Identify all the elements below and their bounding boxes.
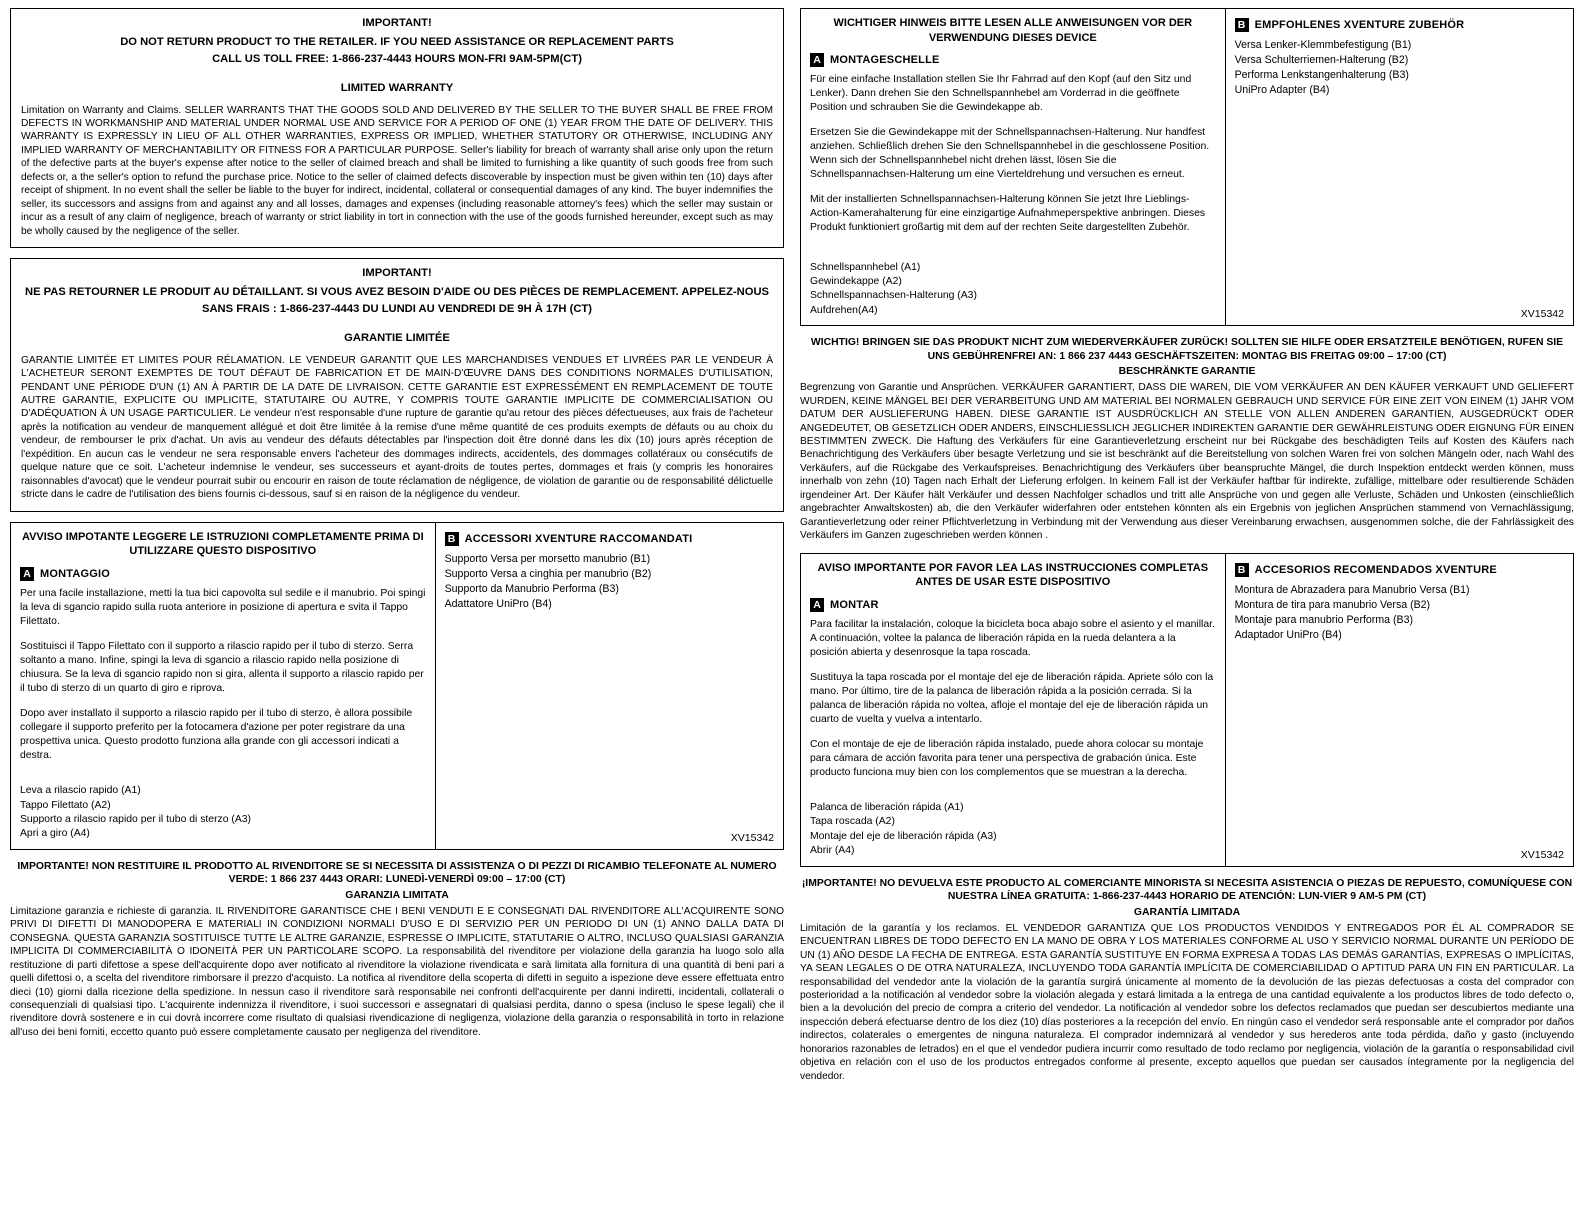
it-section-a-label: MONTAGGIO [40, 567, 111, 580]
italian-instructions-box [10, 522, 784, 850]
de-paragraph-2: Ersetzen Sie die Gewindekappe mit der Schnellspannachsen-Halterung. Nur handfest anziehen. Schließlich drehen Sie den Schnellspannhebel in die geschlossene Position. Wenn sich der Schnellspannhebel nicht drehen lässt, lösen Sie die Schnellspannachsen-Halterung um eine Vierteldrehung und versuchen es erneut. [810, 127, 1210, 181]
es-accessory-b2: Montura de tira para manubrio Versa (B2) [1234, 598, 1431, 611]
it-part-a3: Supporto a rilascio rapido per il tubo di sterzo (A3) [20, 813, 252, 825]
spanish-warranty-box [800, 877, 1574, 1084]
de-warranty-body: Begrenzung von Garantie und Ansprüchen. VERKÄUFER GARANTIERT, DASS DIE WAREN, DIE VOM VERKÄUFER AN DEN KÄUFER VERKAUFT UND GELIEFERT WURDEN, KEINE MÄNGEL BEI DER VERARBEITUNG UND AM MATERIAL BEI NORMALEN GEBRAUCH UND SERVICE FÜR EINE ZEIT VON EINEM (1) JAHR VOM DATUM DER AUSLIEFERUNG HABEN. DIESE GARANTIE IST AUSDRÜCKLICH AN STELLE VON ALLEN ANDEREN GARANTIEN, AUSGEDRÜCKT ODER ANGEDEUTET, OB GESETZLICH ODER ANDERS, EINSCHLIESSLICH JEGLICHER INDIREKTEN GARANTIE DER GEWÄHRLEISTUNG ODER EIGNUNG FÜR EINEN BESTIMMTEN ZWECK. Die Haftung des Verkäufers für eine Garantieverletzung erscheint nur bei Rückgabe des beschädigten Teils auf Kosten des Käufers nach Benachrichtigung des Verkäufers über besagte Verletzung und sie ist beschränkt auf die Bereitstellung von solchen Waren frei von solchen Mängeln oder, nach Wahl des Verkäufers, auf die Rückgabe des Verkaufspreises. Benachrichtigung des Verkäufers über beanspruchte Mängel, die durch Inspektion entdeckt werden können, muss innerhalb von zehn (10) Tagen nach Erhalt der Lieferung erfolgen. In keinem Fall ist der Verkäufer haftbar für indirekte, zufällige, mittelbare oder resultierende Schäden irgendeiner Art. Der Käufer hält Verkäufer und dessen Nachfolger schadlos und tritt alle Ansprüche von und gegen alle Verluste, Schäden und Unkosten (einschließlich angebrachter Anwaltskosten) ab, die den Verkäufer widerfahren oder entstehen könnten als ein Ergebnis von jeglichen Ansprüchen stammend von Vernachlässigung, Garantieverletzung oder reiner Pflichtverletzung in Verbindung mit der Verwendung aus dieser Vereinbarung erwachsen, ausgenommen solche, die der Fahrlässigkeit des Verkäufers im Ganzen zugeschrieben werden können . [800, 382, 1574, 542]
de-paragraph-1: Für eine einfache Installation stellen Sie Ihr Fahrrad auf den Kopf (auf den Sitz und Lenker). Dann drehen Sie den Schnellspannhebel am Vorderrad in die geöffnete Position und schrauben Sie die Gewindekappe ab. [810, 74, 1192, 114]
es-warranty-heading: GARANTÍA LIMITADA [1133, 906, 1241, 918]
german-warranty-box [800, 336, 1574, 543]
left-column [10, 8, 784, 1216]
it-accessory-b2: Supporto Versa a cinghia per manubrio (B2) [444, 567, 652, 580]
it-section-b [445, 532, 774, 546]
de-warranty-heading: BESCHRÄNKTE GARANTIE [1118, 366, 1256, 378]
es-product-code: XV15342 [1520, 848, 1564, 861]
fr-important-title: IMPORTANT! [362, 267, 432, 280]
de-accessory-b1: Versa Lenker-Klemmbefestigung (B1) [1234, 39, 1412, 51]
en-important-title: IMPORTANT! [362, 17, 432, 29]
de-warranty-line1: WICHTIG! BRINGEN SIE DAS PRODUKT NICHT ZUM WIEDERVERKÄUFER ZURÜCK! SOLLTEN SIE HILFE ODER ERSATZTEILE BENÖTIGEN, RUFEN SIE UNS GEBÜHRENFREI AN: 1 866 237 4443 GESCHÄFTSZEITEN: MONTAG BIS FREITAG 09:00 – 17:00 (CT) [810, 336, 1564, 362]
de-instructions-header: WICHTIGER HINWEIS BITTE LESEN ALLE ANWEISUNGEN VOR DER VERWENDUNG DIESES DEVICE [833, 17, 1193, 44]
it-accessories-title: ACCESSORI XVENTURE RACCOMANDATI [464, 532, 693, 545]
english-warranty-box [10, 8, 784, 248]
es-section-a [810, 598, 1216, 612]
de-accessories-pane [1226, 9, 1573, 325]
spanish-instructions-box [800, 553, 1574, 867]
es-warranty-line1: ¡IMPORTANTE! NO DEVUELVA ESTE PRODUCTO AL COMERCIANTE MINORISTA SI NECESITA ASISTENCIA O PIEZAS DE REPUESTO, COMUNÍQUESE CON NUESTRA LÍNEA GRATUITA: 1-866-237-4443 HORARIO DE ATENCIÓN: LUN-VIER 9 AM-5 PM (CT) [801, 877, 1573, 903]
es-part-a4: Abrir (A4) [810, 845, 855, 857]
it-paragraph-1: Per una facile installazione, metti la tua bici capovolta sul sedile e il manubrio. Poi spingi la leva di sgancio rapido sulla ruota anteriore in posizione di apertura e svita il Tappo Filettato. [20, 587, 426, 627]
letter-b-badge-icon: B [445, 532, 459, 546]
fr-important-line1: NE PAS RETOURNER LE PRODUIT AU DÉTAILLANT. SI VOUS AVEZ BESOIN D'AIDE OU DES PIÈCES DE REMPLACEMENT. APPELEZ-NOUS [25, 285, 769, 298]
es-paragraph-1: Para facilitar la instalación, coloque la bicicleta boca abajo sobre el asiento y el manillar. A continuación, voltee la palanca de liberación rápida en la rueda delantera a la posición abierta y desenrosque la tapa roscada. [810, 618, 1215, 658]
page-columns [10, 8, 1574, 1216]
es-accessory-b3: Montaje para manubrio Performa (B3) [1234, 613, 1414, 626]
french-warranty-box [10, 258, 784, 512]
de-product-code: XV15342 [1520, 307, 1564, 320]
es-paragraph-2: Sustituya la tapa roscada por el montaje del eje de liberación rápida. Apriete sólo con la mano. Por último, tire de la palanca de liberación rápida a la posición cerrada. Si la palanca de liberación rápida no voltea, afloje el montaje del eje de liberación rápida un cuarto de vuelta y vuelva a intentarlo. [810, 671, 1214, 725]
it-part-a2: Tappo Filettato (A2) [20, 799, 111, 811]
de-accessory-b4: UniPro Adapter (B4) [1234, 84, 1330, 97]
de-section-a-label: MONTAGESCHELLE [830, 54, 940, 67]
de-part-a1: Schnellspannhebel (A1) [810, 261, 921, 273]
it-part-a4: Apri a giro (A4) [20, 828, 90, 840]
german-instructions-box [800, 8, 1574, 326]
en-warranty-body: Limitation on Warranty and Claims. SELLER WARRANTS THAT THE GOODS SOLD AND DELIVERED BY THE SELLER TO THE BUYER SHALL BE FREE FROM DEFECTS IN WORKMANSHIP AND MATERIAL UNDER NORMAL USE AND SERVICE FOR A PERIOD OF ONE (1) YEAR FROM THE DATE OF DELIVERY. THIS WARRANTY IS EXPRESSLY IN LIEU OF ALL OTHER WARRANTIES, EXPRESS OR IMPLIED, WHETHER STATUTORY OR OTHERWISE, INCLUDING ANY IMPLIED WARRANTY OF MERCHANTABILITY OR FITNESS FOR A PARTICULAR PURPOSE. Seller's liability for breach of warranty shall arise only upon the return of the defective parts at the buyer's expense after notice to the seller of claimed breach and shall be limited to furnishing a like quantity of such goods free from such defects or, a the seller's option to refund the purchase price. Notice to the seller of claimed defects discoverable by inspection must be given within ten (10) days after receipt of shipment. In no event shall the seller be liable to the buyer for indirect, incidental, collateral or consequential damages of any kind. The buyer indemnifies the seller, its successors and assigns from and against any and all losses, damages and expenses (including reasonable attorney's fees) which the seller may sustain or incur as a result of any claim of negligence, breach of warranty or strict liability in tort in connection with the use of the goods furnished hereunder, except such as may be wholly caused by the negligence of the seller. [21, 104, 773, 237]
es-part-a2: Tapa roscada (A2) [810, 816, 895, 828]
es-accessories-title: ACCESORIOS RECOMENDADOS XVENTURE [1254, 563, 1497, 576]
de-accessories-title: EMPFOHLENES XVENTURE ZUBEHÖR [1254, 19, 1465, 31]
it-warranty-body: Limitazione garanzia e richieste di garanzia. IL RIVENDITORE GARANTISCE CHE I BENI VENDUTI E E CONSEGNATI DAL RIVENDITORE ALL'ACQUIRENTE SONO PRIVI DI DIFETTI DI MANODOPERA E MATERIALI IN CONDIZIONI NORMALI D'USO E DI SERVIZIO PER UN PERIODO DI UN (1) ANNO DALLA DATA DI CONSEGNA. QUESTA GARANZIA SOSTITUISCE TUTTE LE ALTRE GARANZIE, ESPRESSE O IMPLICITE, STATUTARIE O ALTRO, INCLUSO QUALSIASI GARANZIA IMPLICITA DI COMMERCIABILITÀ O IDONEITÀ PER UN PARTICOLARE SCOPO. La responsabilità del rivenditore per violazione della garanzia ha luogo solo alla restituzione di parti difettose a spese dell'acquirente dopo aver notificato al rivenditore la violazione rivendicata e sarà limitata alla fornitura di una quantità di beni pari a quelli difettosi o, a scelta del rivenditore rimborsare il prezzo d'acquisto. La notifica al rivenditore della scoperta di difetti in seguito a ispezione deve essere effettuata entro dieci (10) giorni dalla ricezione della spedizione. In nessun caso il rivenditore sarà responsabile nei confronti dell'acquirente per danni indiretti, incidentali, collaterali o consequenziali di qualsiasi tipo. L'acquirente indennizza il rivenditore, i suoi successori e assegnatari di qualsiasi perdita, danno o spesa (incluso le spese legali) che il rivenditore dovrà sostenere e in cui dovrà incorrere come risultato di qualsiasi rivendicazione di negligenza, violazione della garanzia o responsabilità in torto in relazione all'uso dei beni forniti, eccetto quanto può essere completamente causato per negligenza del rivenditore. [10, 905, 784, 1038]
letter-a-badge-icon: A [810, 53, 824, 67]
letter-b-badge-icon: B [1235, 18, 1249, 32]
fr-warranty-heading: GARANTIE LIMITÉE [344, 331, 450, 344]
es-accessories-pane [1226, 554, 1573, 866]
it-part-a1: Leva a rilascio rapido (A1) [20, 785, 141, 797]
de-part-a4: Aufdrehen(A4) [810, 304, 878, 316]
letter-a-badge-icon: A [810, 598, 824, 612]
es-warranty-body: Limitación de la garantía y los reclamos. EL VENDEDOR GARANTIZA QUE LOS PRODUCTOS VENDIDOS Y ENTREGADOS POR ÉL AL COMPRADOR SE ENCUENTRAN LIBRES DE TODO DEFECTO EN LA MANO DE OBRA Y LOS MATERIALES CONFORME AL USO Y SERVICIO NORMAL DURANTE UN PERÍODO DE UN (1) AÑO DESDE LA FECHA DE ENTREGA. ESTA GARANTÍA SUSTITUYE EN FORMA EXPRESA A TODAS LAS DEMÁS GARANTÍAS, EXPRESAS O IMPLÍCITAS, YA SEAN LEGALES O DE OTRA NATURALEZA, INCLUYENDO TODA GARANTÍA IMPLÍCITA DE COMERCIABILIDAD O APTITUD PARA UN FIN EN PARTICULAR. La responsabilidad del vendedor ante la violación de la garantía surgirá únicamente al momento de la devolución de las piezas defectuosas a costa del comprador con posterioridad a la notificación al vendedor sobre la violación alegada y estará limitada a la entrega de una cantidad equivalente a los productos libres de todo defecto o, bien a la devolución del precio de compra a criterio del vendedor. La notificación al vendedor sobre los defectos reclamados que puedan ser descubiertos mediante una inspección deberá efectuarse dentro de los diez (10) días posteriores a la recepción del envío. En ningún caso el vendedor será responsable ante el comprador por daños indirectos, colaterales o emergentes de ninguna naturaleza. El comprador indemnizará al vendedor y sus herederos ante toda pérdida, daño y gasto (incluyendo honorarios razonables de letrados) en el que el vendedor pudiera incurrir como resultado de todo reclamo por negligencia, violación de la garantía o responsabilidad civil objetiva en relación con el uso de los productos entregados conforme al presente, excepto aquellos que puedan ser causados íntegramente por la negligencia del vendedor. [800, 922, 1574, 1082]
it-instructions-header: AVVISO IMPOTANTE LEGGERE LE ISTRUZIONI COMPLETAMENTE PRIMA DI UTILIZZARE QUESTO DISPOSITIVO [21, 530, 424, 558]
de-accessory-b2: Versa Schulterriemen-Halterung (B2) [1234, 54, 1409, 67]
it-accessories-pane [436, 523, 783, 849]
es-paragraph-3: Con el montaje de eje de liberación rápida instalado, puede ahora colocar su montaje para cámara de acción favorita para tener una perspectiva de grabación única. Este producto funciona muy bien con los complementos que se muestran a la derecha. [810, 738, 1204, 779]
de-section-a [810, 53, 1216, 67]
de-section-b [1235, 18, 1564, 32]
es-part-a1: Palanca de liberación rápida (A1) [810, 802, 964, 814]
de-part-a3: Schnellspannachsen-Halterung (A3) [810, 290, 977, 302]
letter-a-badge-icon: A [20, 567, 34, 581]
it-accessory-b3: Supporto da Manubrio Performa (B3) [444, 582, 619, 595]
es-accessory-b4: Adaptador UniPro (B4) [1234, 628, 1342, 641]
en-warranty-heading: LIMITED WARRANTY [340, 81, 454, 94]
es-part-a3: Montaje del eje de liberación rápida (A3) [810, 830, 997, 842]
es-section-b [1235, 563, 1564, 577]
es-instructions-header: AVISO IMPORTANTE POR FAVOR LEA LAS INSTRUCCIONES COMPLETAS ANTES DE USAR ESTE DISPOSITIVO [817, 561, 1209, 589]
de-part-a2: Gewindekappe (A2) [810, 275, 902, 287]
it-accessory-b1: Supporto Versa per morsetto manubrio (B1) [444, 552, 651, 565]
it-assembly-pane [11, 523, 436, 849]
right-column [800, 8, 1574, 1216]
en-important-line1: DO NOT RETURN PRODUCT TO THE RETAILER. IF YOU NEED ASSISTANCE OR REPLACEMENT PARTS [120, 35, 674, 48]
italian-warranty-box [10, 860, 784, 1040]
de-assembly-pane [801, 9, 1226, 325]
es-section-a-label: MONTAR [830, 598, 879, 611]
it-warranty-heading: GARANZIA LIMITATA [345, 890, 449, 902]
it-warranty-line1: IMPORTANTE! NON RESTITUIRE IL PRODOTTO AL RIVENDITORE SE SI NECESSITA DI ASSISTENZA O DI PEZZI DI RICAMBIO TELEFONATE AL NUMERO VERDE: 1 866 237 4443 ORARI: LUNEDÌ-VENERDÌ 09:00 – 17:00 (CT) [17, 860, 777, 886]
it-accessory-b4: Adattatore UniPro (B4) [444, 597, 552, 610]
letter-b-badge-icon: B [1235, 563, 1249, 577]
it-section-a [20, 567, 426, 581]
fr-warranty-body: GARANTIE LIMITÉE ET LIMITES POUR RÉLAMATION. LE VENDEUR GARANTIT QUE LES MARCHANDISES VENDUES ET LIVRÉES PAR LE VENDEUR À L'ACHETEUR SERONT EXEMPTES DE TOUT DÉFAUT DE FABRICATION ET DE MAIN-D'ŒUVRE DANS DES CONDITIONS NORMALES D'UTILISATION, PENDANT UNE PÉRIODE D'UN (1) AN À PARTIR DE LA DATE DE LIVRAISON. CETTE GARANTIE EST EXPRESSÉMENT EN REMPLACEMENT DE TOUTE AUTRE GARANTIE, EXPLICITE OU IMPLICITE, STATUTAIRE OU AUTRE, Y COMPRIS TOUTE GARANTIE IMPLICITE DE COMMERCIALISATION OU D'ADÉQUATION À UN USAGE PARTICULIER. Le vendeur n'est responsable d'une rupture de garantie qu'au retour des pièces défectueuses, aux frais de l'acheteur après la notification au vendeur de manquement allégué et doit être limitée à la remise d'une même quantité de ces produits exempts de défauts ou au choix du vendeur, de rembourser le prix d'achat. Un avis au vendeur des défauts détectables par l'inspection doit être donné dans les dix (10) jours après réception de l'expédition. En aucun cas le vendeur ne sera responsable envers l'acheteur des dommages indirects, accidentels, des dommages collatéraux ou consécutifs de quelque nature que ce soit. L'acheteur indemnise le vendeur, ses successeurs et ayant-droits de toutes pertes, dommages et frais (y compris les honoraires raisonnables d'avocat) que le vendeur pourrait subir ou encourir en raison de toute réclamation de négligence, de violation de garantie ou de responsabilité délictuelle stricte dans le cadre de l'utilisation des biens fournis ci-dessous, sauf si en raison de la négligence du vendeur. [21, 354, 773, 501]
es-assembly-pane [801, 554, 1226, 866]
fr-important-line2: SANS FRAIS : 1-866-237-4443 DU LUNDI AU VENDREDI DE 9H À 17H (CT) [202, 302, 592, 315]
es-accessory-b1: Montura de Abrazadera para Manubrio Versa (B1) [1234, 583, 1470, 596]
de-accessory-b3: Performa Lenkstangenhalterung (B3) [1234, 69, 1409, 82]
it-product-code: XV15342 [730, 831, 774, 844]
it-paragraph-3: Dopo aver installato il supporto a rilascio rapido per il tubo di sterzo, è allora possibile collegare il supporto preferito per la fotocamera d'azione per poter registrare da una prospettiva unica. Questo prodotto funziona alla grande con gli accessori indicati a destra. [20, 708, 413, 762]
en-important-line2: CALL US TOLL FREE: 1-866-237-4443 HOURS MON-FRI 9AM-5PM(CT) [212, 52, 582, 65]
it-paragraph-2: Sostituisci il Tappo Filettato con il supporto a rilascio rapido per il tubo di sterzo. Serra soltanto a mano. Infine, spingi la leva di sgancio a rilascio rapido nella posizione di chiusura. Se la leva di sgancio rapido non si gira, allenta il supporto a rilascio rapido per il tubo di sterzo di un quarto di giro e riprova. [20, 640, 424, 694]
de-paragraph-3: Mit der installierten Schnellspannachsen-Halterung können Sie jetzt Ihre Lieblings-Action-Kamerahalterung für eine einzigartige Aufnahmeperspektive anbringen. Dieses Produkt funktioniert großartig mit dem auf der rechten Seite dargestellten Zubehör. [810, 194, 1206, 234]
